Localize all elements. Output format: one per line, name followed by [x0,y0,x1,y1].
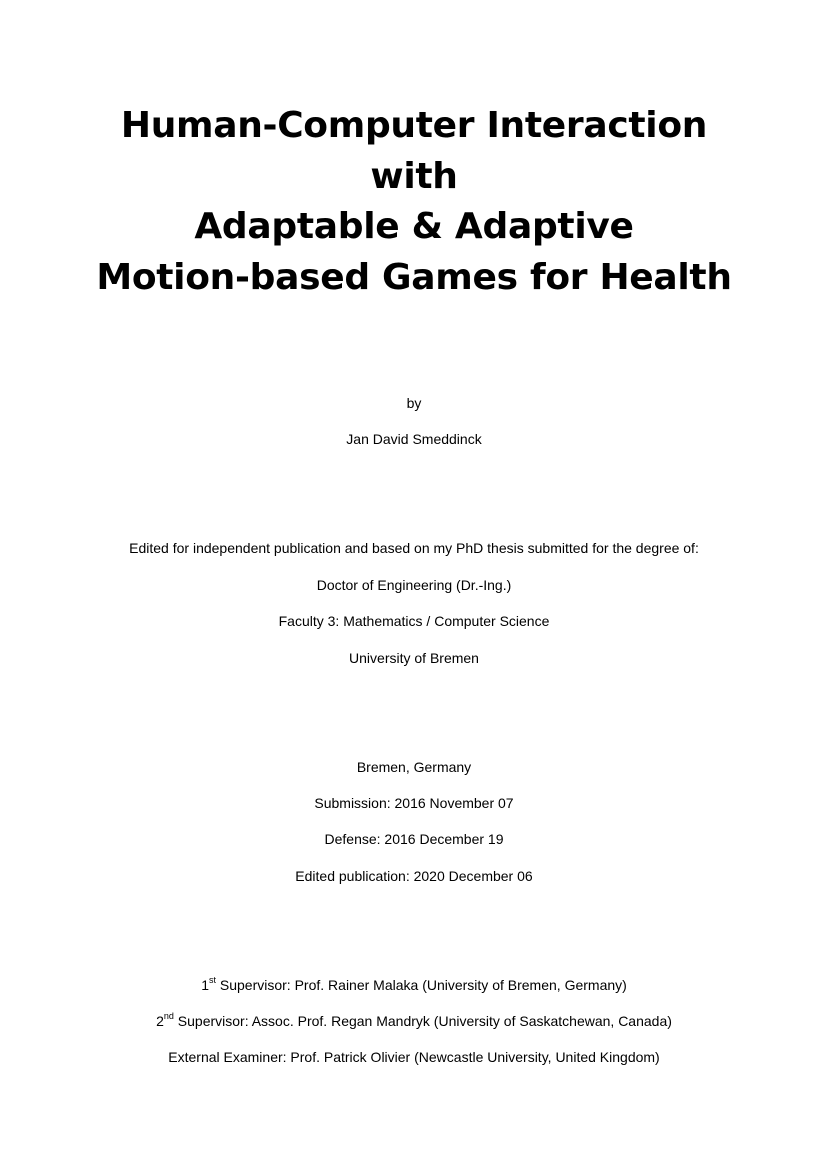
first-ordinal-suffix: st [208,975,216,986]
faculty: Faculty 3: Mathematics / Computer Science [278,613,550,629]
second-ordinal-suffix: nd [163,1011,174,1022]
thesis-title [0,101,828,303]
external-examiner: External Examiner: Prof. Patrick Olivier (Newcastle University, United Kingdom) [168,1049,660,1065]
edited-publication-date: Edited publication: 2020 December 06 [295,868,533,884]
degree: Doctor of Engineering (Dr.-Ing.) [316,577,512,593]
submission-date: Submission: 2016 November 07 [314,795,514,811]
first-ordinal-number: 1 [201,977,209,993]
place: Bremen, Germany [356,759,472,775]
defense-date: Defense: 2016 December 19 [324,831,504,847]
first-supervisor-text: Supervisor: Prof. Rainer Malaka (University of Bremen, Germany) [216,977,627,993]
second-supervisor [0,1012,828,1030]
by-label: by [406,395,422,411]
author-name: Jan David Smeddinck [346,431,482,447]
title-line-3: Adaptable & Adaptive [194,206,634,247]
title-line-2: with [370,155,458,197]
title-line-1: Human-Computer Interaction [120,105,708,146]
university: University of Bremen [349,650,479,666]
title-line-4: Motion-based Games for Health [96,256,732,298]
first-supervisor [0,976,828,994]
publication-intro: Edited for independent publication and based on my PhD thesis submitted for the degree of: [129,540,699,556]
second-supervisor-text: Supervisor: Assoc. Prof. Regan Mandryk (University of Saskatchewan, Canada) [173,1013,672,1029]
second-ordinal-number: 2 [156,1013,164,1029]
